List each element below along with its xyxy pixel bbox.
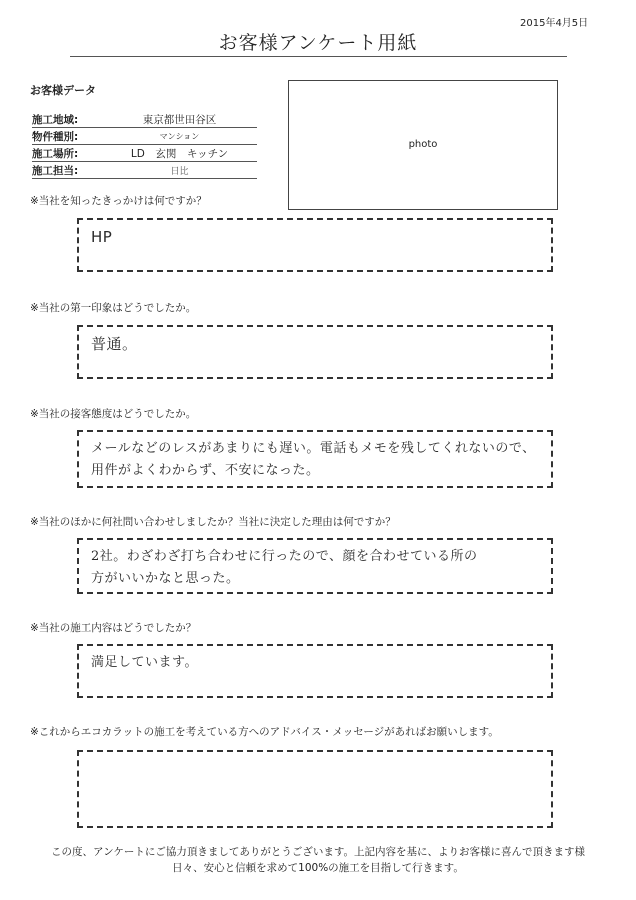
question-1: ※当社を知ったきっかけは何ですか？	[30, 195, 207, 207]
question-6: ※これからエコカラットの施工を考えている方へのアドバイス・メッセージがあればお願いします。	[30, 726, 499, 738]
customer-data-heading: お客様データ	[30, 84, 96, 97]
answer-box-3	[77, 430, 553, 488]
question-2: ※当社の第一印象はどうでしたか。	[30, 302, 197, 314]
question-5: ※当社の施工内容はどうでしたか？	[30, 622, 197, 634]
answer-box-6	[77, 750, 553, 828]
answer-box-1	[77, 218, 553, 272]
info-label: 施工場所:	[32, 148, 79, 160]
answer-text-5: 満足しています。	[91, 655, 198, 670]
info-row-location	[32, 144, 257, 162]
question-4: ※当社のほかに何社問い合わせしましたか？当社に決定した理由は何ですか？	[30, 516, 396, 528]
answer-text-4: 2社。わざわざ打ち合わせに行ったので、顔を合わせている所の 方がいいかなと思った。	[91, 549, 478, 586]
info-row-staff	[32, 161, 257, 179]
info-label: 物件種別:	[32, 131, 79, 143]
photo-label: photo	[408, 139, 438, 150]
answer-box-4	[77, 538, 553, 594]
info-row-property-type	[32, 127, 257, 145]
info-label: 施工地域:	[32, 114, 79, 126]
info-label: 施工担当:	[32, 165, 79, 177]
answer-text-3: メールなどのレスがあまりにも遅い。電話もメモを残してくれないので、 用件がよくわからず、不安になった。	[91, 441, 536, 478]
survey-date: 2015年4月5日	[520, 18, 589, 29]
answer-box-2	[77, 325, 553, 379]
page-title: お客様アンケート用紙	[218, 32, 418, 54]
photo-placeholder	[288, 80, 558, 210]
info-value-handwritten: 日比	[170, 167, 189, 177]
info-value: 東京都世田谷区	[142, 114, 217, 126]
question-3: ※当社の接客態度はどうでしたか。	[30, 408, 197, 420]
footer-line-2: 日々、安心と信頼を求めて100%の施工を目指して行きます。	[172, 862, 464, 874]
title-underline	[70, 56, 567, 57]
answer-text-2: 普通。	[91, 335, 138, 353]
info-row-area	[32, 110, 257, 128]
footer-line-1: この度、アンケートにご協力頂きましてありがとうございます。上記内容を基に、よりお客様に喜んで頂きます様	[50, 846, 586, 858]
answer-box-5	[77, 644, 553, 698]
info-value: マンション	[159, 132, 200, 141]
info-value: LD 玄関 キッチン	[130, 148, 229, 160]
answer-text-1: HP	[91, 228, 113, 246]
